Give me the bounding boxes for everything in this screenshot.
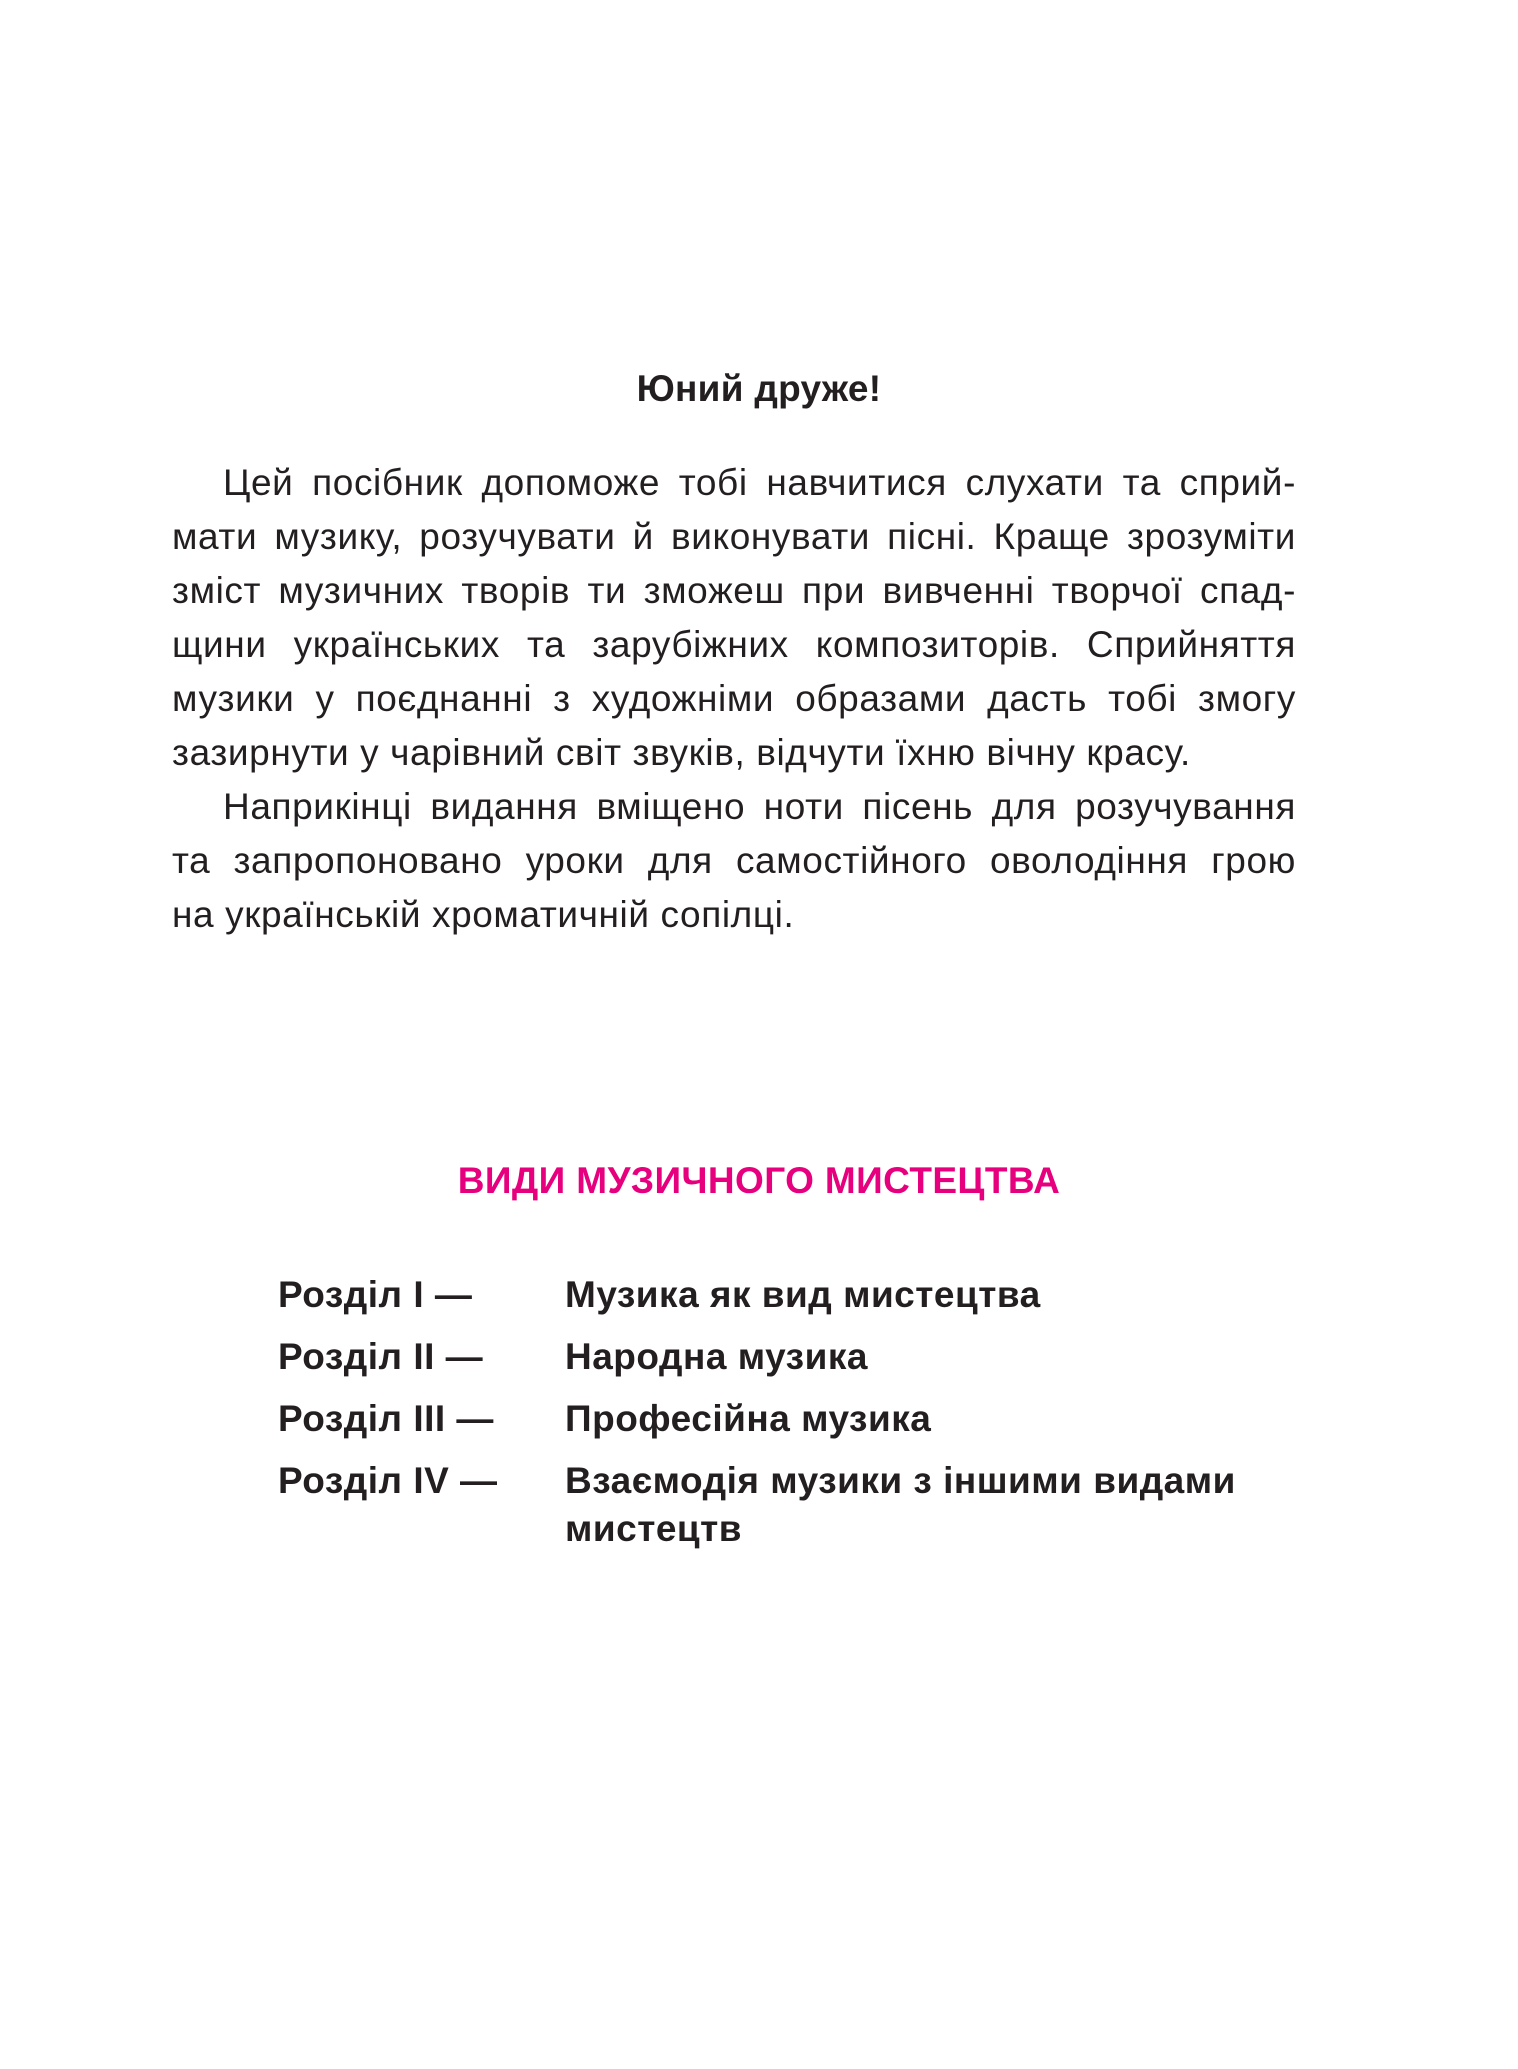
toc-row (278, 1326, 1318, 1388)
toc-title-line: мистецтв (565, 1508, 743, 1549)
text-line: на українській хроматичній сопілці. (172, 894, 795, 935)
toc-row (278, 1388, 1318, 1450)
intro-paragraph-1 (172, 456, 1296, 780)
text-line: та запропоновано уроки для самостійного оволодіння грою (172, 840, 1296, 881)
intro-paragraph-2 (172, 780, 1296, 942)
text-line: Цей посібник допоможе тобі навчитися слухати та сприй- (223, 462, 1296, 503)
toc-section-title (565, 1450, 1318, 1553)
text-line: мати музику, розучувати й виконувати пісні. Краще зрозуміти (172, 516, 1296, 557)
section-title: ВИДИ МУЗИЧНОГО МИСТЕЦТВА (457, 1160, 1061, 1201)
toc-row (278, 1264, 1318, 1326)
text-line: зазирнути у чарівний світ звуків, відчути їхню вічну красу. (172, 732, 1191, 773)
toc-title-line: Взаємодія музики з іншими видами (565, 1460, 1236, 1501)
toc-row (278, 1450, 1318, 1553)
toc-section-number: Розділ ІІІ — (278, 1398, 494, 1439)
text-line: музики у поєднанні з художніми образами дасть тобі змогу (172, 678, 1296, 719)
text-line: зміст музичних творів ти зможеш при вивченні творчої спад- (172, 570, 1296, 611)
intro-text (172, 456, 1296, 942)
greeting-heading: Юний друже! (636, 368, 882, 409)
toc-section-number: Розділ І — (278, 1274, 473, 1315)
toc-section-number: Розділ ІІ — (278, 1336, 484, 1377)
toc-section-title: Народна музика (565, 1336, 868, 1377)
text-line: щини українських та зарубіжних композиторів. Сприйняття (172, 624, 1296, 665)
toc-section-title: Музика як вид мистецтва (565, 1274, 1041, 1315)
toc-section-title: Професійна музика (565, 1398, 932, 1439)
table-of-contents (278, 1264, 1318, 1553)
text-line: Наприкінці видання вміщено ноти пісень для розучування (223, 786, 1296, 827)
toc-section-number: Розділ IV — (278, 1460, 498, 1501)
